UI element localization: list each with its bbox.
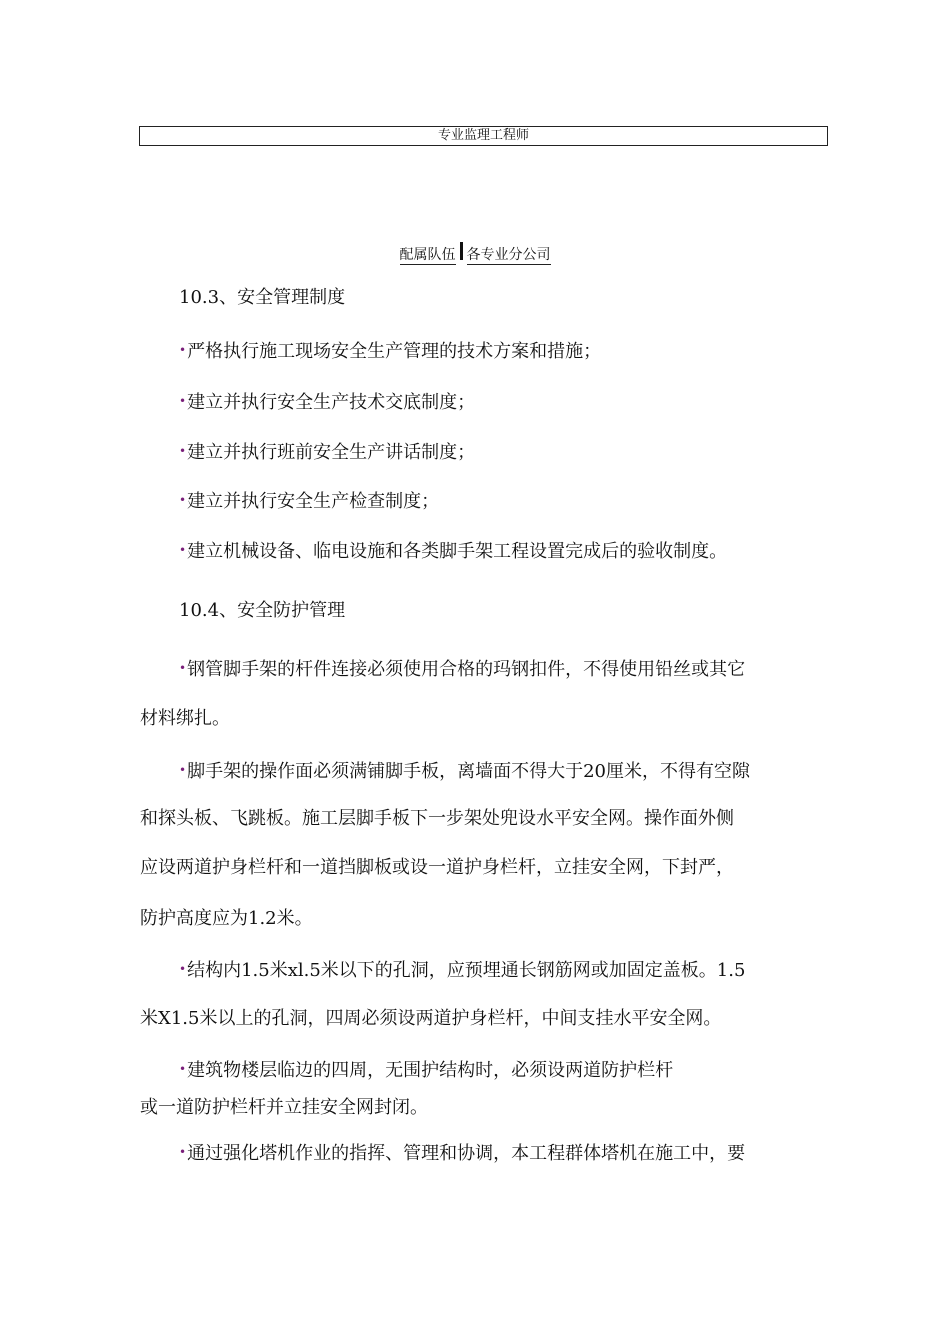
boxed-title-supervising-engineer: 专业监理工程师: [139, 126, 828, 146]
paragraph-line: 和探头板、飞跳板。施工层脚手板下一步架处兜设水平安全网。操作面外侧: [140, 808, 734, 829]
paragraph-text: 结构内1.5米xl.5米以下的孔洞，应预埋通长钢筋网或加固定盖板。1.5: [187, 960, 746, 981]
paragraph-line: [179, 1057, 673, 1083]
list-item: [179, 538, 727, 564]
list-item-text: 建立并执行安全生产检查制度；: [187, 491, 440, 512]
section-10-4-heading: 10.4、安全防护管理: [179, 600, 346, 621]
list-item: [179, 389, 475, 415]
paragraph-line: [179, 656, 745, 682]
paragraph-line: [179, 1140, 745, 1166]
list-item: [179, 439, 475, 465]
vertical-bar-divider: [460, 242, 463, 260]
paragraph-line: 材料绑扎。: [140, 708, 230, 729]
paragraph-line: [179, 758, 750, 784]
paragraph-text: 通过强化塔机作业的指挥、管理和协调，本工程群体塔机在施工中，要: [187, 1143, 746, 1164]
org-line: [0, 242, 950, 265]
paragraph-text: 建筑物楼层临边的四周，无围护结构时，必须设两道防护栏杆: [187, 1060, 674, 1081]
bullet-icon: •: [179, 543, 187, 557]
paragraph-text: 脚手架的操作面必须满铺脚手板，离墙面不得大于20厘米，不得有空隙: [187, 761, 750, 782]
list-item: [179, 338, 601, 364]
paragraph-line: 或一道防护栏杆并立挂安全网封闭。: [140, 1097, 428, 1118]
org-left-label: 配属队伍: [399, 247, 456, 263]
paragraph-line: 防护高度应为1.2米。: [140, 908, 313, 929]
list-item-text: 严格执行施工现场安全生产管理的技术方案和措施；: [187, 341, 602, 362]
bullet-icon: •: [179, 394, 187, 408]
bullet-icon: •: [179, 1062, 187, 1076]
list-item: [179, 488, 439, 514]
list-item-text: 建立并执行安全生产技术交底制度；: [187, 392, 476, 413]
paragraph-line: 米X1.5米以上的孔洞，四周必须设两道护身栏杆，中间支挂水平安全网。: [140, 1008, 722, 1029]
bullet-icon: •: [179, 763, 187, 777]
bullet-icon: •: [179, 444, 187, 458]
bullet-icon: •: [179, 962, 187, 976]
bullet-icon: •: [179, 493, 187, 507]
section-10-3-heading: 10.3、安全管理制度: [179, 287, 346, 308]
list-item-text: 建立机械设备、临电设施和各类脚手架工程设置完成后的验收制度。: [187, 541, 728, 562]
bullet-icon: •: [179, 661, 187, 675]
org-right-label: 各专业分公司: [466, 247, 551, 263]
bullet-icon: •: [179, 1145, 187, 1159]
list-item-text: 建立并执行班前安全生产讲话制度；: [187, 442, 476, 463]
paragraph-line: [179, 957, 745, 983]
bullet-icon: •: [179, 343, 187, 357]
paragraph-text: 钢管脚手架的杆件连接必须使用合格的玛钢扣件，不得使用铅丝或其它: [187, 659, 746, 680]
paragraph-line: 应设两道护身栏杆和一道挡脚板或设一道护身栏杆，立挂安全网，下封严，: [140, 857, 734, 878]
